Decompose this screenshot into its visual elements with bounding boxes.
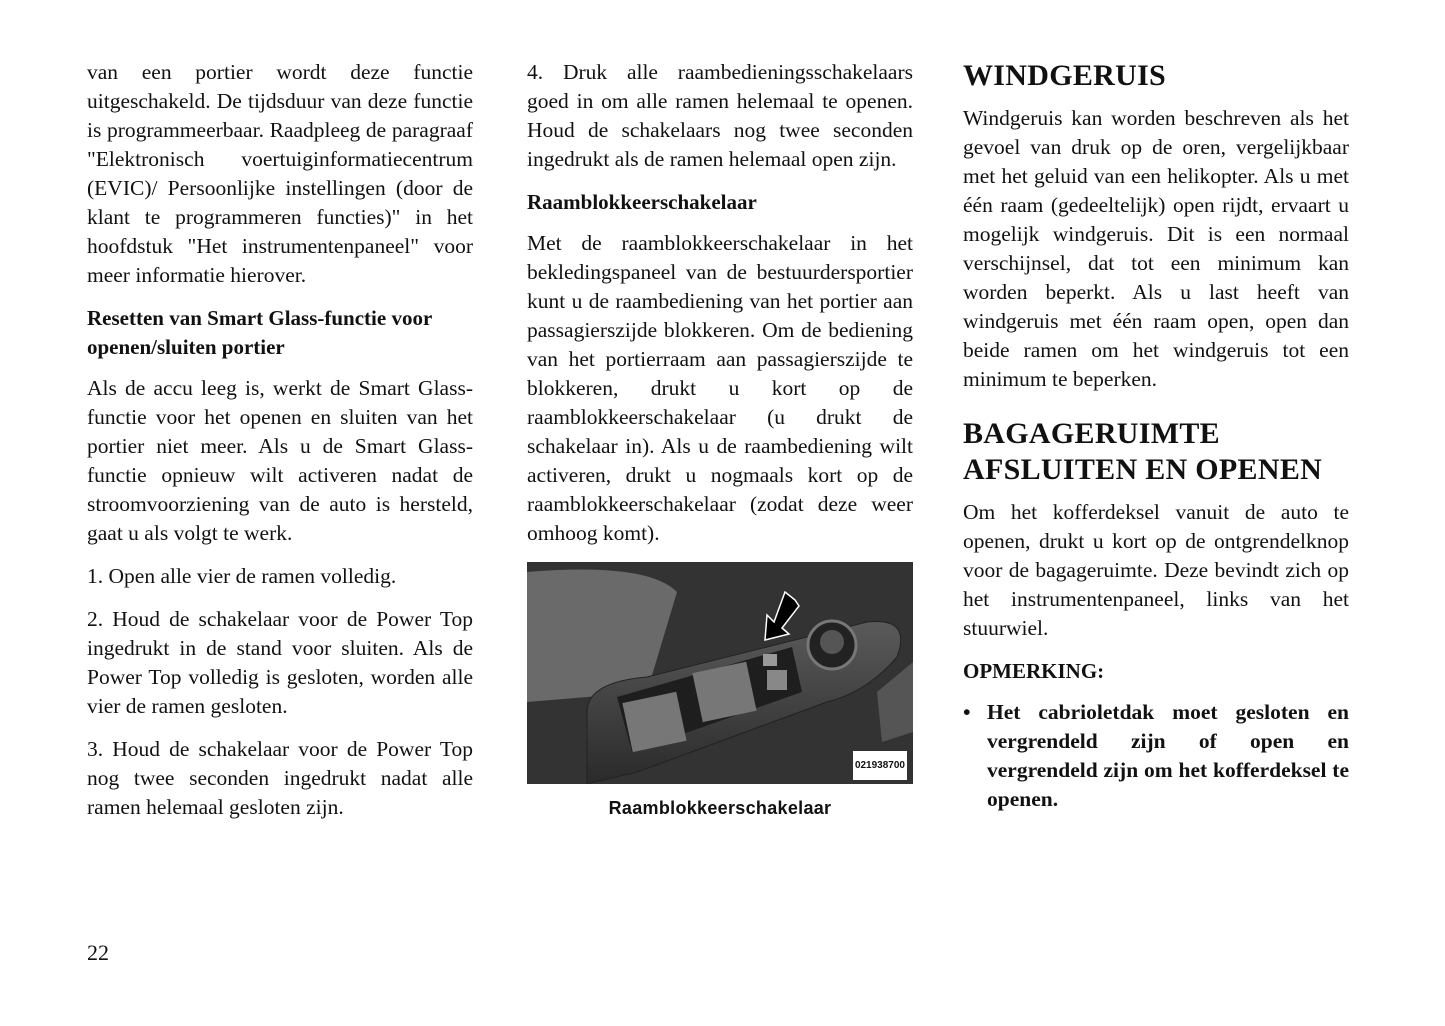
bullet-icon: • (963, 700, 971, 724)
step-1: 1. Open alle vier de ramen volledig. (87, 564, 397, 588)
note-bullet (963, 698, 1349, 814)
column-1 (87, 58, 473, 836)
heading-bagageruimte: BAGAGERUIMTE AFSLUITEN EN OPENEN (963, 417, 1323, 486)
step-3: 3. Houd de schakelaar voor de Power Top nog twee seconden ingedrukt nadat alle ramen helemaal gesloten zijn. (87, 737, 473, 819)
paragraph: Met de raamblokkeerschakelaar in het bekledingspaneel van de bestuurdersportier kunt u de raambediening van het portier aan passagierszijde blokkeren. Om de bediening van het portierraam aan passagierszijde te blokkeren, drukt u kort op de raamblokkeerschakelaar (u drukt de schakelaar in). Als u de raambediening wilt activeren, drukt u nogmaals kort op de raamblokkeerschakelaar (zodat deze weer omhoog komt). (527, 231, 913, 545)
subheading-reset-smart-glass: Resetten van Smart Glass-functie voor openen/sluiten portier (87, 306, 432, 359)
figure-code: 021938700 (853, 751, 907, 780)
paragraph: Om het kofferdeksel vanuit de auto te openen, drukt u kort op de ontgrendelknop voor de bagageruimte. Deze bevindt zich op het instrumentenpaneel, links van het stuurwiel. (963, 500, 1349, 640)
paragraph: Windgeruis kan worden beschreven als het gevoel van druk op de oren, vergelijkbaar met het geluid van een helikopter. Als u met één raam (gedeeltelijk) open rijdt, ervaart u mogelijk windgeruis. Dit is een normaal verschijnsel, dat tot een minimum kan worden beperkt. Als u last heeft van windgeruis met één raam open, open dan beide ramen om het windgeruis tot een minimum te beperken. (963, 106, 1349, 391)
heading-windgeruis: WINDGERUIS (963, 59, 1167, 92)
column-2 (527, 58, 913, 823)
step-2: 2. Houd de schakelaar voor de Power Top ingedrukt in de stand voor sluiten. Als de Power Top volledig is gesloten, worden alle vier de ramen gesloten. (87, 607, 473, 718)
paragraph: Als de accu leeg is, werkt de Smart Glass-functie voor het openen en sluiten van het portier niet meer. Als u de Smart Glass-functie opnieuw wilt activeren nadat de stroomvoorziening van de auto is hersteld, gaat u als volgt te werk. (87, 376, 473, 545)
bullet-text: Het cabrioletdak moet gesloten en vergrendeld zijn of open en vergrendeld zijn om het kofferdeksel te openen. (987, 700, 1349, 811)
column-3 (963, 58, 1349, 814)
step-4: 4. Druk alle raambedieningsschakelaars goed in om alle ramen helemaal te openen. Houd de schakelaars nog twee seconden ingedrukt als de ramen helemaal open zijn. (527, 60, 913, 171)
window-lock-switch-figure (527, 562, 913, 784)
paragraph: van een portier wordt deze functie uitgeschakeld. De tijdsduur van deze functie is programmeerbaar. Raadpleeg de paragraaf "Elektronisch voertuiginformatiecentrum (EVIC)/ Persoonlijke instellingen (door de klant te programmeren functies)" in het hoofdstuk "Het instrumentenpaneel" voor meer informatie hierover. (87, 60, 473, 287)
figure-caption: Raamblokkeerschakelaar (608, 798, 832, 818)
page-number: 22 (87, 940, 109, 965)
subheading-window-lock: Raamblokkeerschakelaar (527, 190, 757, 214)
note-label: OPMERKING: (963, 659, 1105, 683)
